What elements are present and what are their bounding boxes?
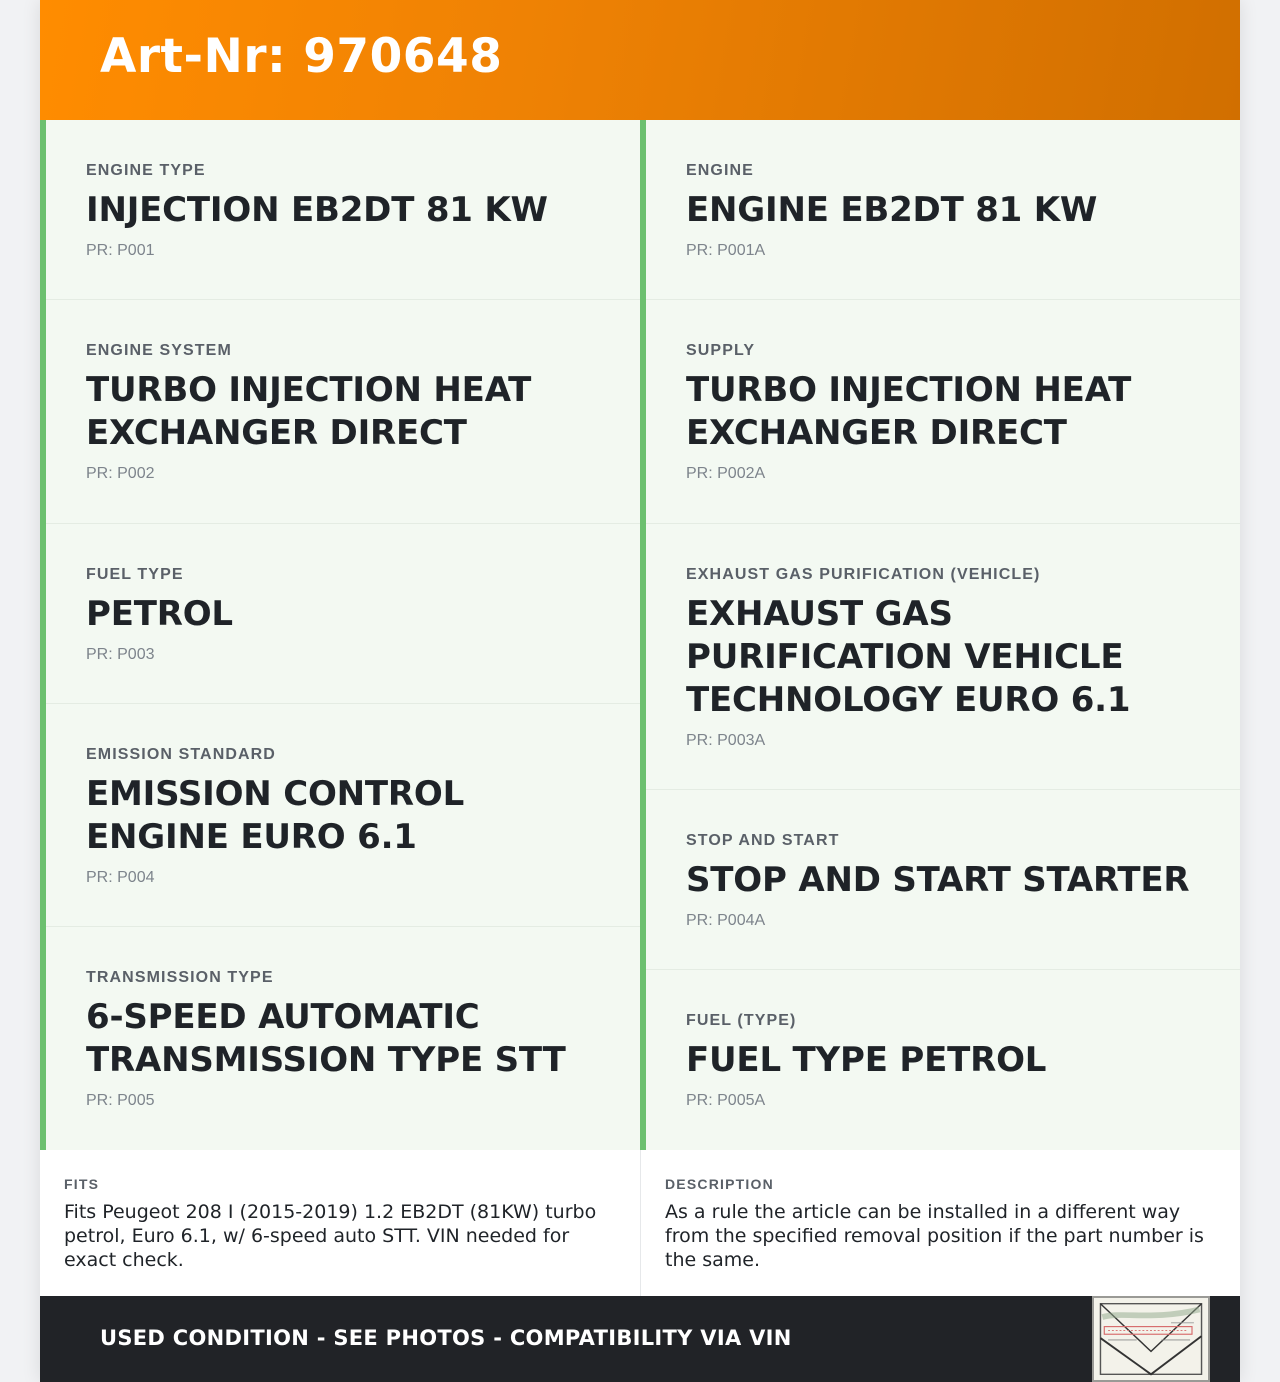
spec-value: TURBO INJECTION HEAT EXCHANGER DIRECT xyxy=(86,370,532,453)
spec-cell-fuel-type xyxy=(46,524,640,704)
spec-pr-code: PR: P004 xyxy=(86,869,155,886)
fits-label: FITS xyxy=(64,1176,100,1192)
spec-cell-emission-standard xyxy=(46,704,640,927)
spec-value: STOP AND START STARTER xyxy=(686,860,1190,900)
spec-cell-engine xyxy=(646,120,1240,300)
spec-label: SUPPLY xyxy=(686,342,756,359)
spec-pr-code: PR: P002A xyxy=(686,465,766,482)
spec-cell-exhaust-gas-purification xyxy=(646,524,1240,790)
spec-pr-code: PR: P002 xyxy=(86,465,155,482)
spec-cell-fuel-type-secondary xyxy=(646,970,1240,1150)
spec-label: TRANSMISSION TYPE xyxy=(86,969,274,986)
spec-pr-code: PR: P001A xyxy=(686,242,766,259)
spec-label: ENGINE SYSTEM xyxy=(86,342,232,359)
spec-label: ENGINE xyxy=(686,162,754,179)
spec-value: TURBO INJECTION HEAT EXCHANGER DIRECT xyxy=(686,370,1132,453)
spec-value: INJECTION EB2DT 81 KW xyxy=(86,190,548,230)
footer-condition-text: USED CONDITION - SEE PHOTOS - COMPATIBILITY VIA VIN xyxy=(100,1326,792,1350)
description-label: DESCRIPTION xyxy=(665,1176,774,1192)
fits-box xyxy=(40,1150,640,1296)
fits-text: Fits Peugeot 208 I (2015-2019) 1.2 EB2DT (81KW) turbo petrol, Euro 6.1, w/ 6-speed auto STT. VIN needed for exact check. xyxy=(64,1201,597,1271)
spec-pr-code: PR: P005 xyxy=(86,1092,155,1109)
spec-value: EMISSION CONTROL ENGINE EURO 6.1 xyxy=(86,774,465,857)
spec-pr-code: PR: P003 xyxy=(86,646,155,663)
spec-cell-stop-and-start xyxy=(646,790,1240,970)
spec-pr-code: PR: P005A xyxy=(686,1092,766,1109)
spec-sheet xyxy=(40,0,1240,1382)
spec-cell-transmission-type xyxy=(46,927,640,1150)
left-spec-column xyxy=(40,120,640,1150)
spec-value: FUEL TYPE PETROL xyxy=(686,1040,1047,1080)
spec-label: EMISSION STANDARD xyxy=(86,746,276,763)
spec-label: ENGINE TYPE xyxy=(86,162,206,179)
spec-label: FUEL TYPE xyxy=(86,566,184,583)
spec-label: EXHAUST GAS PURIFICATION (VEHICLE) xyxy=(686,566,1041,583)
article-number-title: Art-Nr: 970648 xyxy=(100,28,503,84)
part-label-photo-image xyxy=(1094,1298,1208,1380)
description-text: As a rule the article can be installed in a different way from the specified removal position if the part number is the same. xyxy=(665,1201,1204,1271)
spec-pr-code: PR: P004A xyxy=(686,912,766,929)
spec-label: FUEL (TYPE) xyxy=(686,1012,797,1029)
spec-cell-supply xyxy=(646,300,1240,524)
spec-cell-engine-type xyxy=(46,120,640,300)
description-box xyxy=(640,1150,1240,1296)
info-section xyxy=(40,1150,1240,1296)
footer-bar xyxy=(40,1296,1240,1382)
spec-value: PETROL xyxy=(86,594,233,634)
header-banner xyxy=(40,0,1240,120)
spec-pr-code: PR: P003A xyxy=(686,732,766,749)
right-spec-column xyxy=(640,120,1240,1150)
spec-pr-code: PR: P001 xyxy=(86,242,155,259)
spec-columns xyxy=(40,120,1240,1150)
part-label-photo xyxy=(1092,1296,1210,1382)
spec-value: ENGINE EB2DT 81 KW xyxy=(686,190,1098,230)
spec-cell-engine-system xyxy=(46,300,640,524)
spec-value: 6-SPEED AUTOMATIC TRANSMISSION TYPE STT xyxy=(86,997,566,1080)
spec-value: EXHAUST GAS PURIFICATION VEHICLE TECHNOLOGY EURO 6.1 xyxy=(686,594,1131,720)
spec-label: STOP AND START xyxy=(686,832,840,849)
